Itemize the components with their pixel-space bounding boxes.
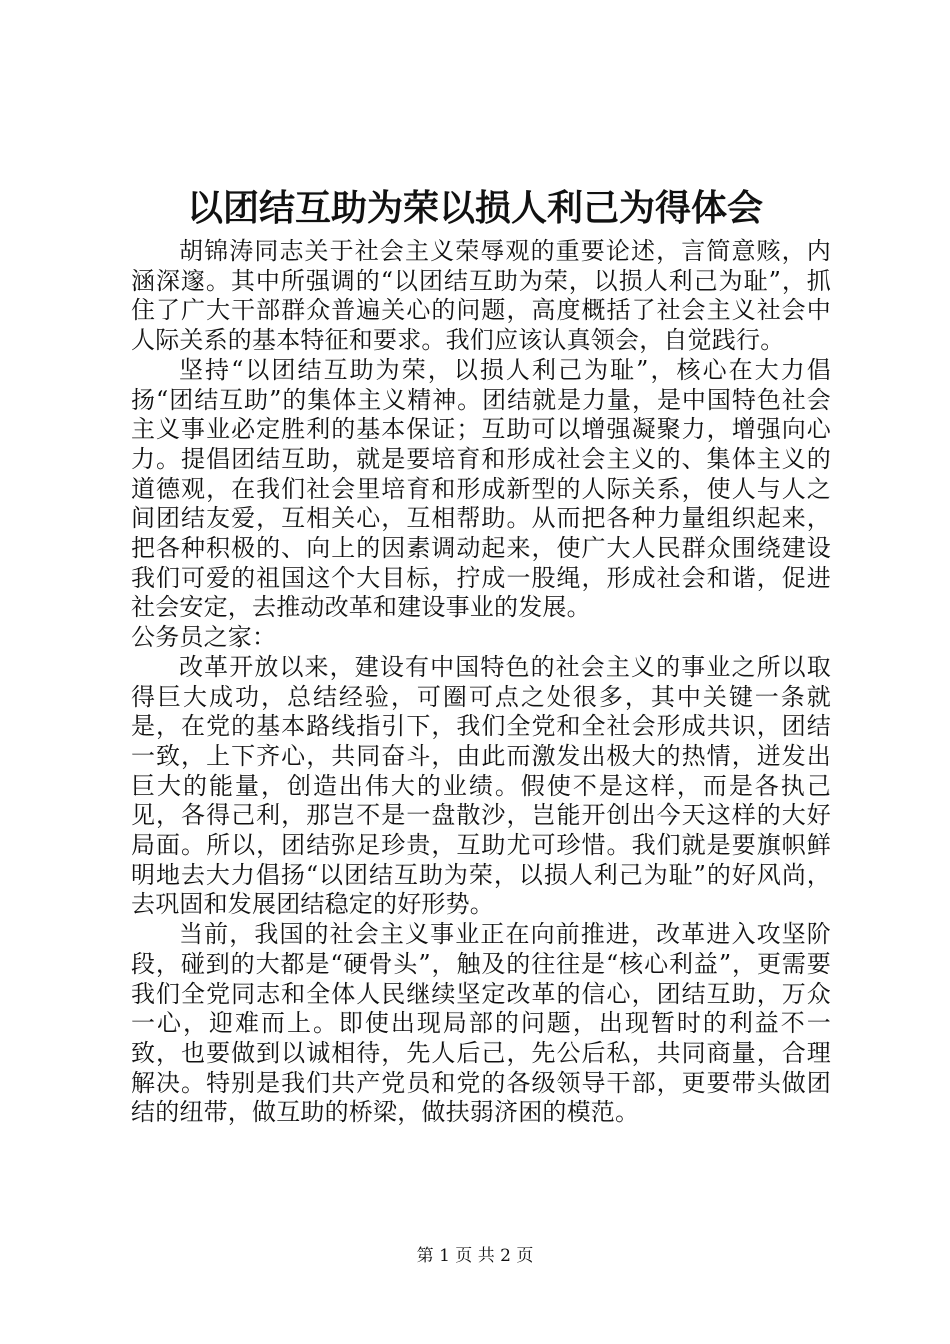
paragraph-source-note: 公务员之家： (131, 623, 277, 652)
document-body (131, 237, 831, 1128)
paragraph-current-situation: 当前，我国的社会主义事业正在向前推进，改革进入攻坚阶段，碰到的大都是“硬骨头”，触及的往往是“核心利益”，更需要我们全党同志和全体人民继续坚定改革的信心，团结互助，万众一心，迎难而上。即使出现局部的问题，出现暂时的利益不一致，也要做到以诚相待，先人后己，先公后私，共同商量，合理解决。特别是我们共产党员和党的各级领导干部，更要带头做团结的纽带，做互助的桥梁，做扶弱济困的模范。 (131, 920, 831, 1127)
paragraph-core-spirit: 坚持“以团结互助为荣，以损人利己为耻”，核心在大力倡扬“团结互助”的集体主义精神。团结就是力量，是中国特色社会主义事业必定胜利的基本保证；互助可以增强凝聚力，增强向心力。提倡团结互助，就是要培育和形成社会主义的、集体主义的道德观，在我们社会里培育和形成新型的人际关系，使人与人之间团结友爱，互相关心，互相帮助。从而把各种力量组织起来，把各种积极的、向上的因素调动起来，使广大人民群众围绕建设我们可爱的祖国这个大目标，拧成一股绳，形成社会和谐，促进社会安定，去推动改革和建设事业的发展。 (131, 355, 831, 622)
paragraph-reform-experience: 改革开放以来，建设有中国特色的社会主义的事业之所以取得巨大成功，总结经验，可圈可点之处很多，其中关键一条就是，在党的基本路线指引下，我们全党和全社会形成共识，团结一致，上下齐心，共同奋斗，由此而激发出极大的热情，迸发出巨大的能量，创造出伟大的业绩。假使不是这样，而是各执己见，各得己利，那岂不是一盘散沙，岂能开创出今天这样的大好局面。所以，团结弥足珍贵，互助尤可珍惜。我们就是要旗帜鲜明地去大力倡扬“以团结互助为荣，以损人利己为耻”的好风尚，去巩固和发展团结稳定的好形势。 (131, 652, 831, 919)
paragraph-intro: 胡锦涛同志关于社会主义荣辱观的重要论述，言简意赅，内涵深邃。其中所强调的“以团结互助为荣，以损人利己为耻”，抓住了广大干部群众普遍关心的问题，高度概括了社会主义社会中人际关系的基本特征和要求。我们应该认真领会，自觉践行。 (131, 237, 831, 355)
document-title: 以团结互助为荣以损人利己为得体会 (186, 187, 763, 229)
page-number-footer: 第 1 页 共 2 页 (416, 1246, 534, 1266)
